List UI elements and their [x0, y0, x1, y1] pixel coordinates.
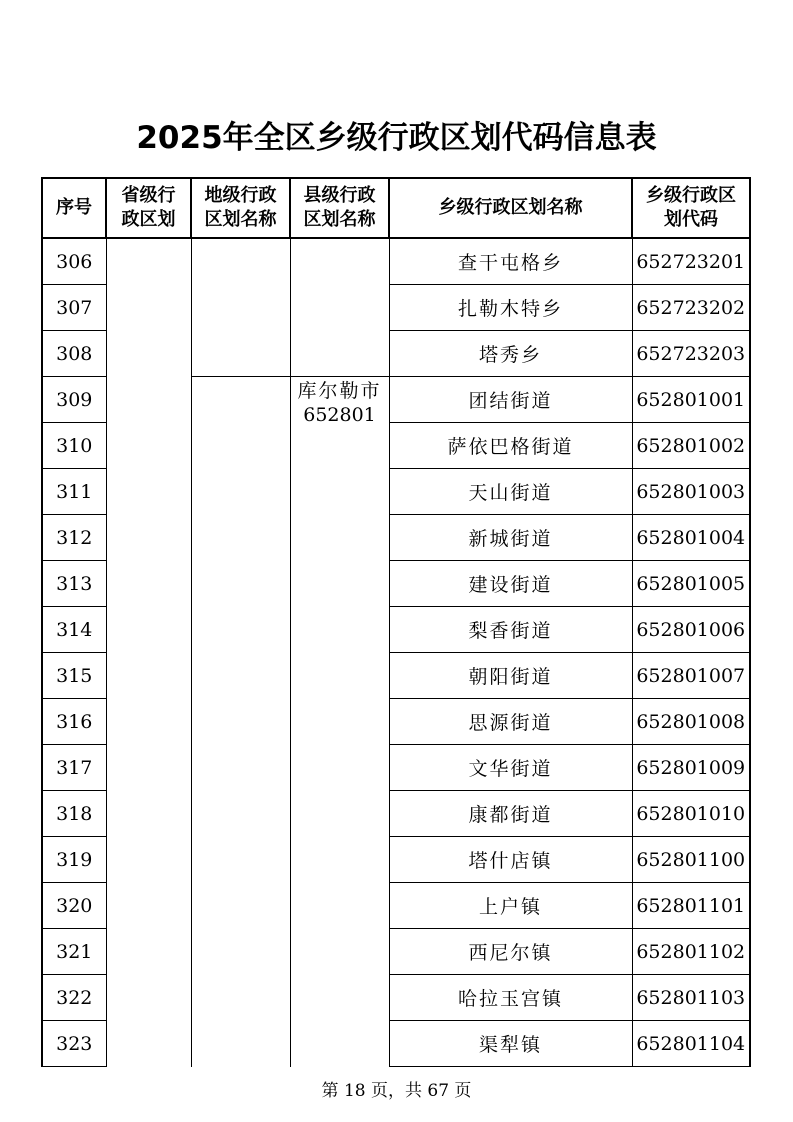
row-township-code: 652801008 [632, 699, 750, 745]
row-township-name: 查干屯格乡 [389, 238, 632, 285]
division-code-table [41, 177, 751, 1067]
row-township-code: 652801103 [632, 975, 750, 1021]
row-township-name: 上户镇 [389, 883, 632, 929]
table-row [42, 238, 750, 285]
header-county-line2: 区划名称 [303, 209, 376, 230]
header-code [632, 178, 750, 238]
row-township-code: 652801102 [632, 929, 750, 975]
row-seq: 322 [42, 975, 106, 1021]
row-township-name: 康都街道 [389, 791, 632, 837]
row-seq: 314 [42, 607, 106, 653]
header-code-line1: 乡级行政区 [646, 185, 736, 206]
row-seq: 315 [42, 653, 106, 699]
row-township-name: 团结街道 [389, 377, 632, 423]
header-province-line2: 政区划 [121, 209, 176, 230]
row-township-code: 652801004 [632, 515, 750, 561]
row-township-code: 652801009 [632, 745, 750, 791]
row-township-code: 652801100 [632, 837, 750, 883]
header-prefecture [191, 178, 290, 238]
row-seq: 312 [42, 515, 106, 561]
row-township-code: 652801010 [632, 791, 750, 837]
row-township-code: 652801006 [632, 607, 750, 653]
row-seq: 308 [42, 331, 106, 377]
county-code: 652801 [303, 404, 376, 426]
row-township-code: 652801002 [632, 423, 750, 469]
county-name: 库尔勒市 [297, 380, 382, 402]
row-township-name: 文华街道 [389, 745, 632, 791]
row-township-name: 萨依巴格街道 [389, 423, 632, 469]
page-footer: 第 18 页，共 67 页 [321, 1081, 472, 1101]
row-township-name: 西尼尔镇 [389, 929, 632, 975]
row-township-code: 652801101 [632, 883, 750, 929]
header-province [106, 178, 191, 238]
page-title: 2025年全区乡级行政区划代码信息表 [136, 120, 657, 156]
row-township-name: 塔秀乡 [389, 331, 632, 377]
row-township-code: 652723202 [632, 285, 750, 331]
row-township-name: 渠犁镇 [389, 1021, 632, 1067]
row-seq: 317 [42, 745, 106, 791]
province-cell [106, 238, 191, 1067]
header-code-line2: 划代码 [664, 209, 718, 230]
header-county [290, 178, 389, 238]
row-township-code: 652801104 [632, 1021, 750, 1067]
row-seq: 320 [42, 883, 106, 929]
row-seq: 313 [42, 561, 106, 607]
row-township-name: 新城街道 [389, 515, 632, 561]
row-township-name: 朝阳街道 [389, 653, 632, 699]
header-prefecture-line1: 地级行政 [204, 185, 277, 206]
row-seq: 318 [42, 791, 106, 837]
row-township-code: 652801001 [632, 377, 750, 423]
row-seq: 321 [42, 929, 106, 975]
prefecture-cell [191, 238, 290, 377]
row-seq: 310 [42, 423, 106, 469]
row-township-code: 652723201 [632, 238, 750, 285]
row-seq: 307 [42, 285, 106, 331]
row-seq: 319 [42, 837, 106, 883]
header-prefecture-line2: 区划名称 [204, 209, 277, 230]
row-township-name: 塔什店镇 [389, 837, 632, 883]
row-seq: 316 [42, 699, 106, 745]
row-seq: 309 [42, 377, 106, 423]
row-township-code: 652801007 [632, 653, 750, 699]
row-township-code: 652801003 [632, 469, 750, 515]
row-township-code: 652801005 [632, 561, 750, 607]
prefecture-cell [191, 377, 290, 1067]
header-province-line1: 省级行 [121, 185, 176, 206]
row-seq: 311 [42, 469, 106, 515]
row-township-name: 天山街道 [389, 469, 632, 515]
row-township-name: 扎勒木特乡 [389, 285, 632, 331]
row-township-name: 思源街道 [389, 699, 632, 745]
header-seq: 序号 [42, 178, 106, 238]
header-row [42, 178, 750, 238]
row-township-name: 哈拉玉宫镇 [389, 975, 632, 1021]
header-township: 乡级行政区划名称 [389, 178, 632, 238]
header-county-line1: 县级行政 [303, 185, 376, 206]
table-body [42, 238, 750, 1067]
row-seq: 323 [42, 1021, 106, 1067]
row-township-code: 652723203 [632, 331, 750, 377]
row-township-name: 梨香街道 [389, 607, 632, 653]
row-seq: 306 [42, 238, 106, 285]
county-cell [290, 377, 389, 1067]
county-cell [290, 238, 389, 377]
row-township-name: 建设街道 [389, 561, 632, 607]
